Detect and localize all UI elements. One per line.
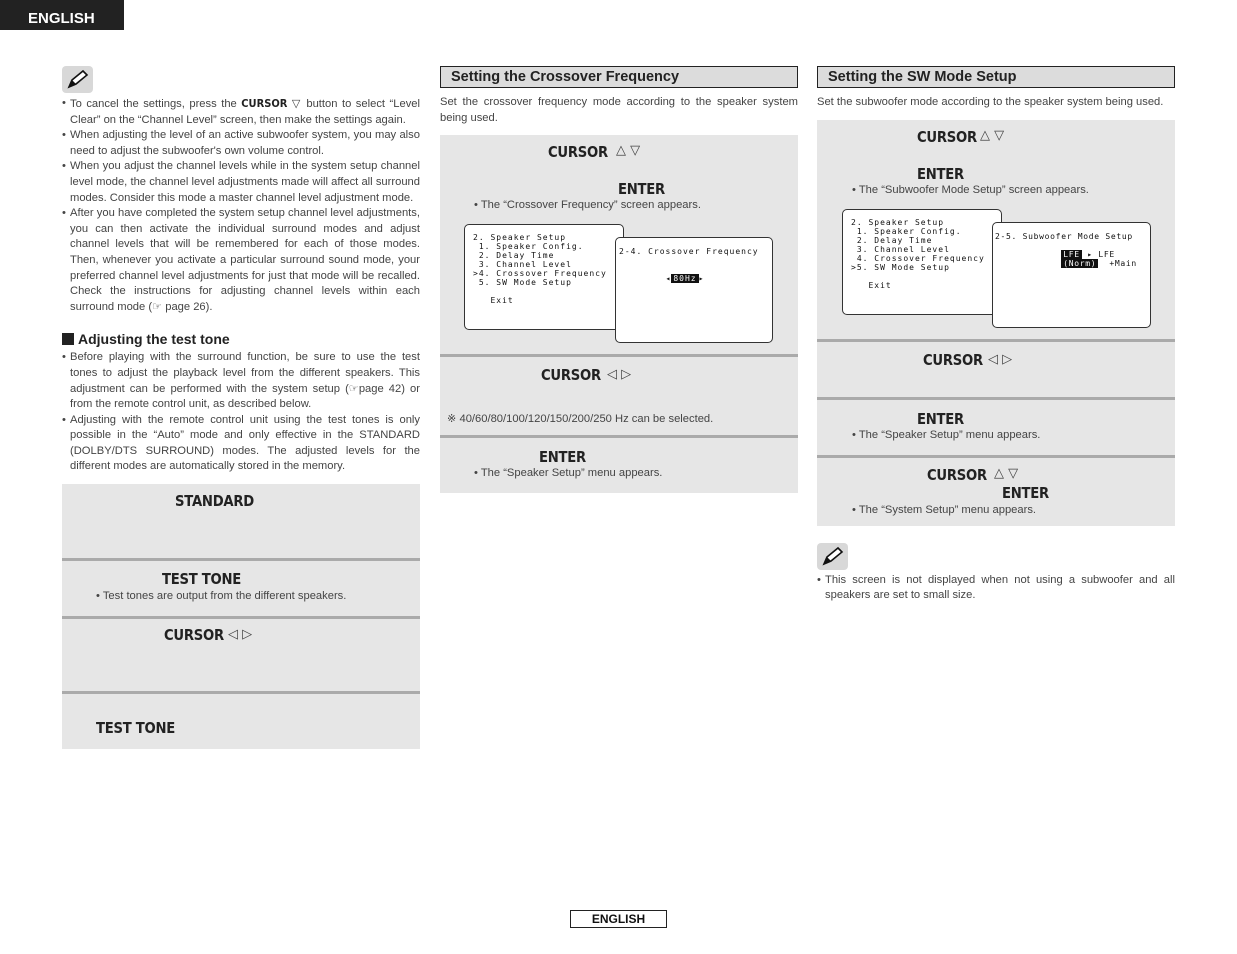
left-right-arrows-icon: ◁ ▷ (228, 627, 253, 643)
test-tone-notes (62, 350, 420, 475)
up-down-arrows-icon: △ ▽ (994, 465, 1019, 481)
cursor-label: CURSOR (923, 350, 983, 369)
section-heading: Adjusting the test tone (62, 331, 420, 347)
up-down-arrows-icon: △ ▽ (616, 143, 641, 159)
left-right-arrows-icon: ◁ ▷ (607, 367, 632, 383)
note-item: • This screen is not displayed when not using a subwoofer and all speakers are set to small size. (817, 573, 1175, 604)
crossover-title: Setting the Crossover Frequency (440, 66, 798, 88)
up-down-arrows-icon: △ ▽ (980, 127, 1005, 143)
cursor-label: CURSOR (541, 366, 601, 385)
enter-label: ENTER (1002, 483, 1049, 502)
crossover-frequency-screen: 2-4. Crossover Frequency ◂ 80Hz ▸ (615, 237, 773, 343)
pencil-note-icon (817, 543, 848, 570)
cursor-label: CURSOR (927, 465, 987, 484)
square-bullet-icon (62, 333, 74, 345)
sw-note-list (817, 573, 1175, 604)
note-item: • After you have completed the system setup channel level adjustments, you can then activate the individual surround modes and adjust channel levels that will be remembered for each of those modes. Then, whenever you activate a particular surround sound mode, your preferred channel level adjustments for just that mode will be recalled. Check the instructions for adjusting channel levels within each surround mode (☞ page 26). (62, 206, 420, 315)
lfe-option-selected[interactable]: LFE (1063, 249, 1080, 259)
step-standard: STANDARD (62, 484, 420, 558)
sw-step-2 (817, 339, 1175, 397)
enter-label: ENTER (618, 180, 665, 199)
crossover-step-2: CURSOR ◁ ▷ ※ 40/60/80/100/120/150/200/250 Hz can be selected. (440, 354, 798, 435)
test-tone-steps (62, 484, 420, 749)
note-item: • To cancel the settings, press the CURSOR ▽ button to select “Level Clear” on the “Channel Level” screen, then make the settings again. (62, 96, 420, 128)
crossover-intro: Set the crossover frequency mode according to the speaker system being used. (440, 96, 798, 124)
right-column (817, 66, 1175, 604)
step-test-tone: TEST TONE • Test tones are output from the different speakers. (62, 558, 420, 616)
subwoofer-mode-screen: 2-5. Subwoofer Mode Setup LFE ▸ LFE (Norm) +Main (992, 222, 1151, 328)
speaker-setup-screen: 2. Speaker Setup 1. Speaker Config. 2. Delay Time 3. Channel Level 4. Crossover Frequency >5. SW Mode Setup Exit (842, 209, 1002, 315)
note-item: • Before playing with the surround function, be sure to use the test tones to adjust the playback level from the different speakers. This adjustment can be performed with the system setup (☞page 42) or from the remote control unit, as described below. (62, 350, 420, 412)
footer-language-tab: ENGLISH (570, 910, 667, 928)
note-item: • When adjusting the level of an active subwoofer system, you may also need to adjust the subwoofer's own volume control. (62, 128, 420, 159)
note-item: • When you adjust the channel levels while in the system setup channel level mode, the channel level adjustments made will affect all surround modes. Consider this mode a master channel level adjustment mode. (62, 159, 420, 206)
step-test-tone-off: TEST TONE (62, 691, 420, 749)
cursor-label: CURSOR (548, 143, 608, 162)
note-item: • Adjusting with the remote control unit using the test tones is only possible in the “Auto” mode and only effective in the STANDARD (DOLBY/DTS SURROUND) modes. The adjusted levels for the different modes are automatically stored in the memory. (62, 413, 420, 475)
crossover-step-1: CURSOR △ ▽ ENTER • The “Crossover Frequency” screen appears. 2. Speaker Setup 1. Speaker Config. 2. Delay Time 3. Channel Level >4. Crossover Frequency 5. SW Mode Setup Exit 2-4. Crossover Frequency ◂ 80Hz ▸ (440, 135, 798, 354)
pencil-note-icon (62, 66, 93, 93)
enter-label: ENTER (917, 409, 964, 428)
speaker-setup-screen: 2. Speaker Setup 1. Speaker Config. 2. Delay Time 3. Channel Level >4. Crossover Frequency 5. SW Mode Setup Exit (464, 224, 624, 330)
sw-mode-title: Setting the SW Mode Setup (817, 66, 1175, 88)
left-column (62, 66, 420, 749)
enter-label: ENTER (917, 164, 964, 183)
sw-step-1: CURSOR △ ▽ ENTER • The “Subwoofer Mode Setup” screen appears. 2. Speaker Setup 1. Speaker Config. 2. Delay Time 3. Channel Level 4. Crossover Frequency >5. SW Mode Setup Exit 2-5. Subwoofer Mode Setup LFE ▸ LFE (Norm) +Main (817, 120, 1175, 339)
cursor-label: CURSOR (164, 626, 224, 645)
left-right-arrows-icon: ◁ ▷ (988, 351, 1013, 367)
enter-label: ENTER (539, 448, 586, 467)
sw-step-3: ENTER • The “Speaker Setup” menu appears. (817, 397, 1175, 455)
crossover-step-3: ENTER • The “Speaker Setup” menu appears. (440, 435, 798, 493)
cursor-label: CURSOR (917, 127, 977, 146)
sw-step-4: CURSOR △ ▽ ENTER • The “System Setup” menu appears. (817, 455, 1175, 526)
sw-mode-intro: Set the subwoofer mode according to the speaker system being used. (817, 96, 1164, 108)
note-list (62, 96, 420, 315)
step-cursor (62, 616, 420, 691)
language-tab: ENGLISH (0, 0, 124, 30)
middle-column (440, 66, 798, 493)
